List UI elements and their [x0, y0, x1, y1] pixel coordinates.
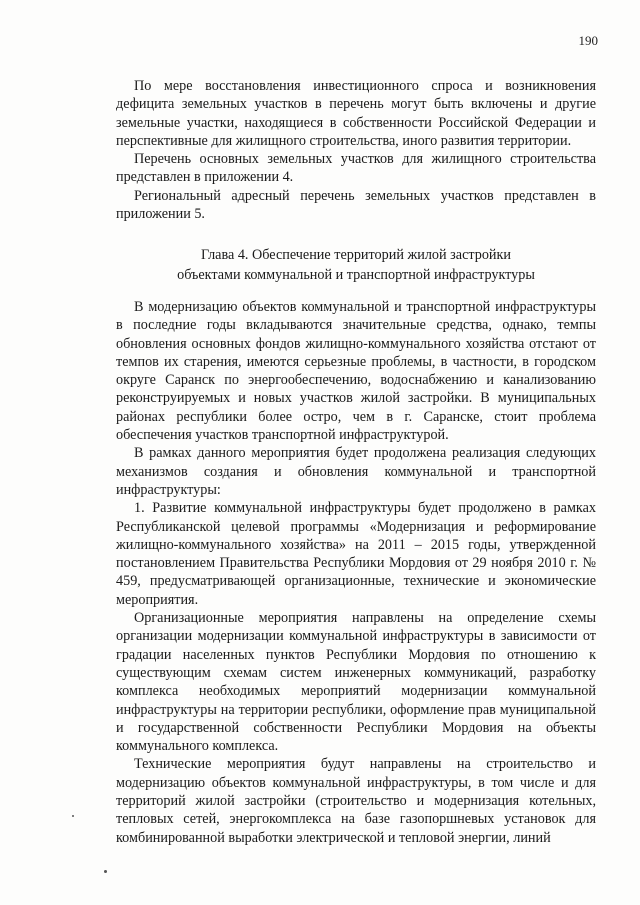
paragraph: 1. Развитие коммунальной инфраструктуры будет продолжено в рамках Республиканской целевой программы «Модернизация и реформирование жилищно-коммунального хозяйства» на 2011 – 2015 годы, утвержденной постановлением Правительства Республики Мордовия от 29 ноября 2010 г. № 459, предусматривающей организационные, технические и экономические мероприятия.: [116, 500, 596, 608]
page-number: 190: [578, 33, 598, 48]
intro-text-block: [116, 77, 596, 223]
paragraph: В модернизацию объектов коммунальной и транспортной инфраструктуры в последние годы вкладываются значительные средства, однако, темпы обновления основных фондов жилищно-коммунального хозяйства отстают от темпов их старения, имеются серьезные проблемы, в частности, в городском округе Саранск по энергообеспечению, водоснабжению и канализованию реконструируемых и новых участков жилой застройки. В муниципальных районах республики более остро, чем в г. Саранске, стоит проблема обеспечения участков транспортной инфраструктурой.: [116, 299, 596, 444]
paragraph: По мере восстановления инвестиционного спроса и возникновения дефицита земельных участков в перечень могут быть включены и другие земельные участки, находящиеся в собственности Российской Федерации и перспективные для жилищного строительства, иного развития территории.: [116, 78, 596, 149]
scan-speck: [104, 870, 107, 873]
paragraph: Перечень основных земельных участков для жилищного строительства представлен в приложении 4.: [116, 151, 596, 186]
chapter-heading-line: Глава 4. Обеспечение территорий жилой застройки: [200, 247, 512, 263]
scan-speck: [72, 815, 74, 817]
paragraph: Организационные мероприятия направлены на определение схемы организации модернизации коммунальной инфраструктуры в зависимости от градации населенных пунктов Республики Мордовия по отношению к существующим схемам систем инженерных коммуникаций, разработку комплекса необходимых мероприятий модернизации коммунальной инфраструктуры на территории республики, оформление прав муниципальной и государственной собственности Республики Мордовия на объекты коммунального комплекса.: [116, 610, 596, 755]
paragraph: Технические мероприятия будут направлены на строительство и модернизацию объектов коммунальной инфраструктуры, в том числе и для территорий жилой застройки (строительство и модернизация котельных, тепловых сетей, энергокомплекса на базе газопоршневых установок для комбинированной выработки электрической и тепловой энергии, линий: [116, 756, 596, 846]
paragraph: Региональный адресный перечень земельных участков представлен в приложении 5.: [116, 187, 596, 223]
chapter-heading-line: объектами коммунальной и транспортной инфраструктуры: [177, 267, 535, 283]
paragraph: В рамках данного мероприятия будет продолжена реализация следующих механизмов создания и обновления коммунальной и транспортной инфраструктуры:: [116, 445, 596, 498]
chapter-heading: [116, 245, 596, 285]
chapter-body-text: [116, 298, 596, 847]
